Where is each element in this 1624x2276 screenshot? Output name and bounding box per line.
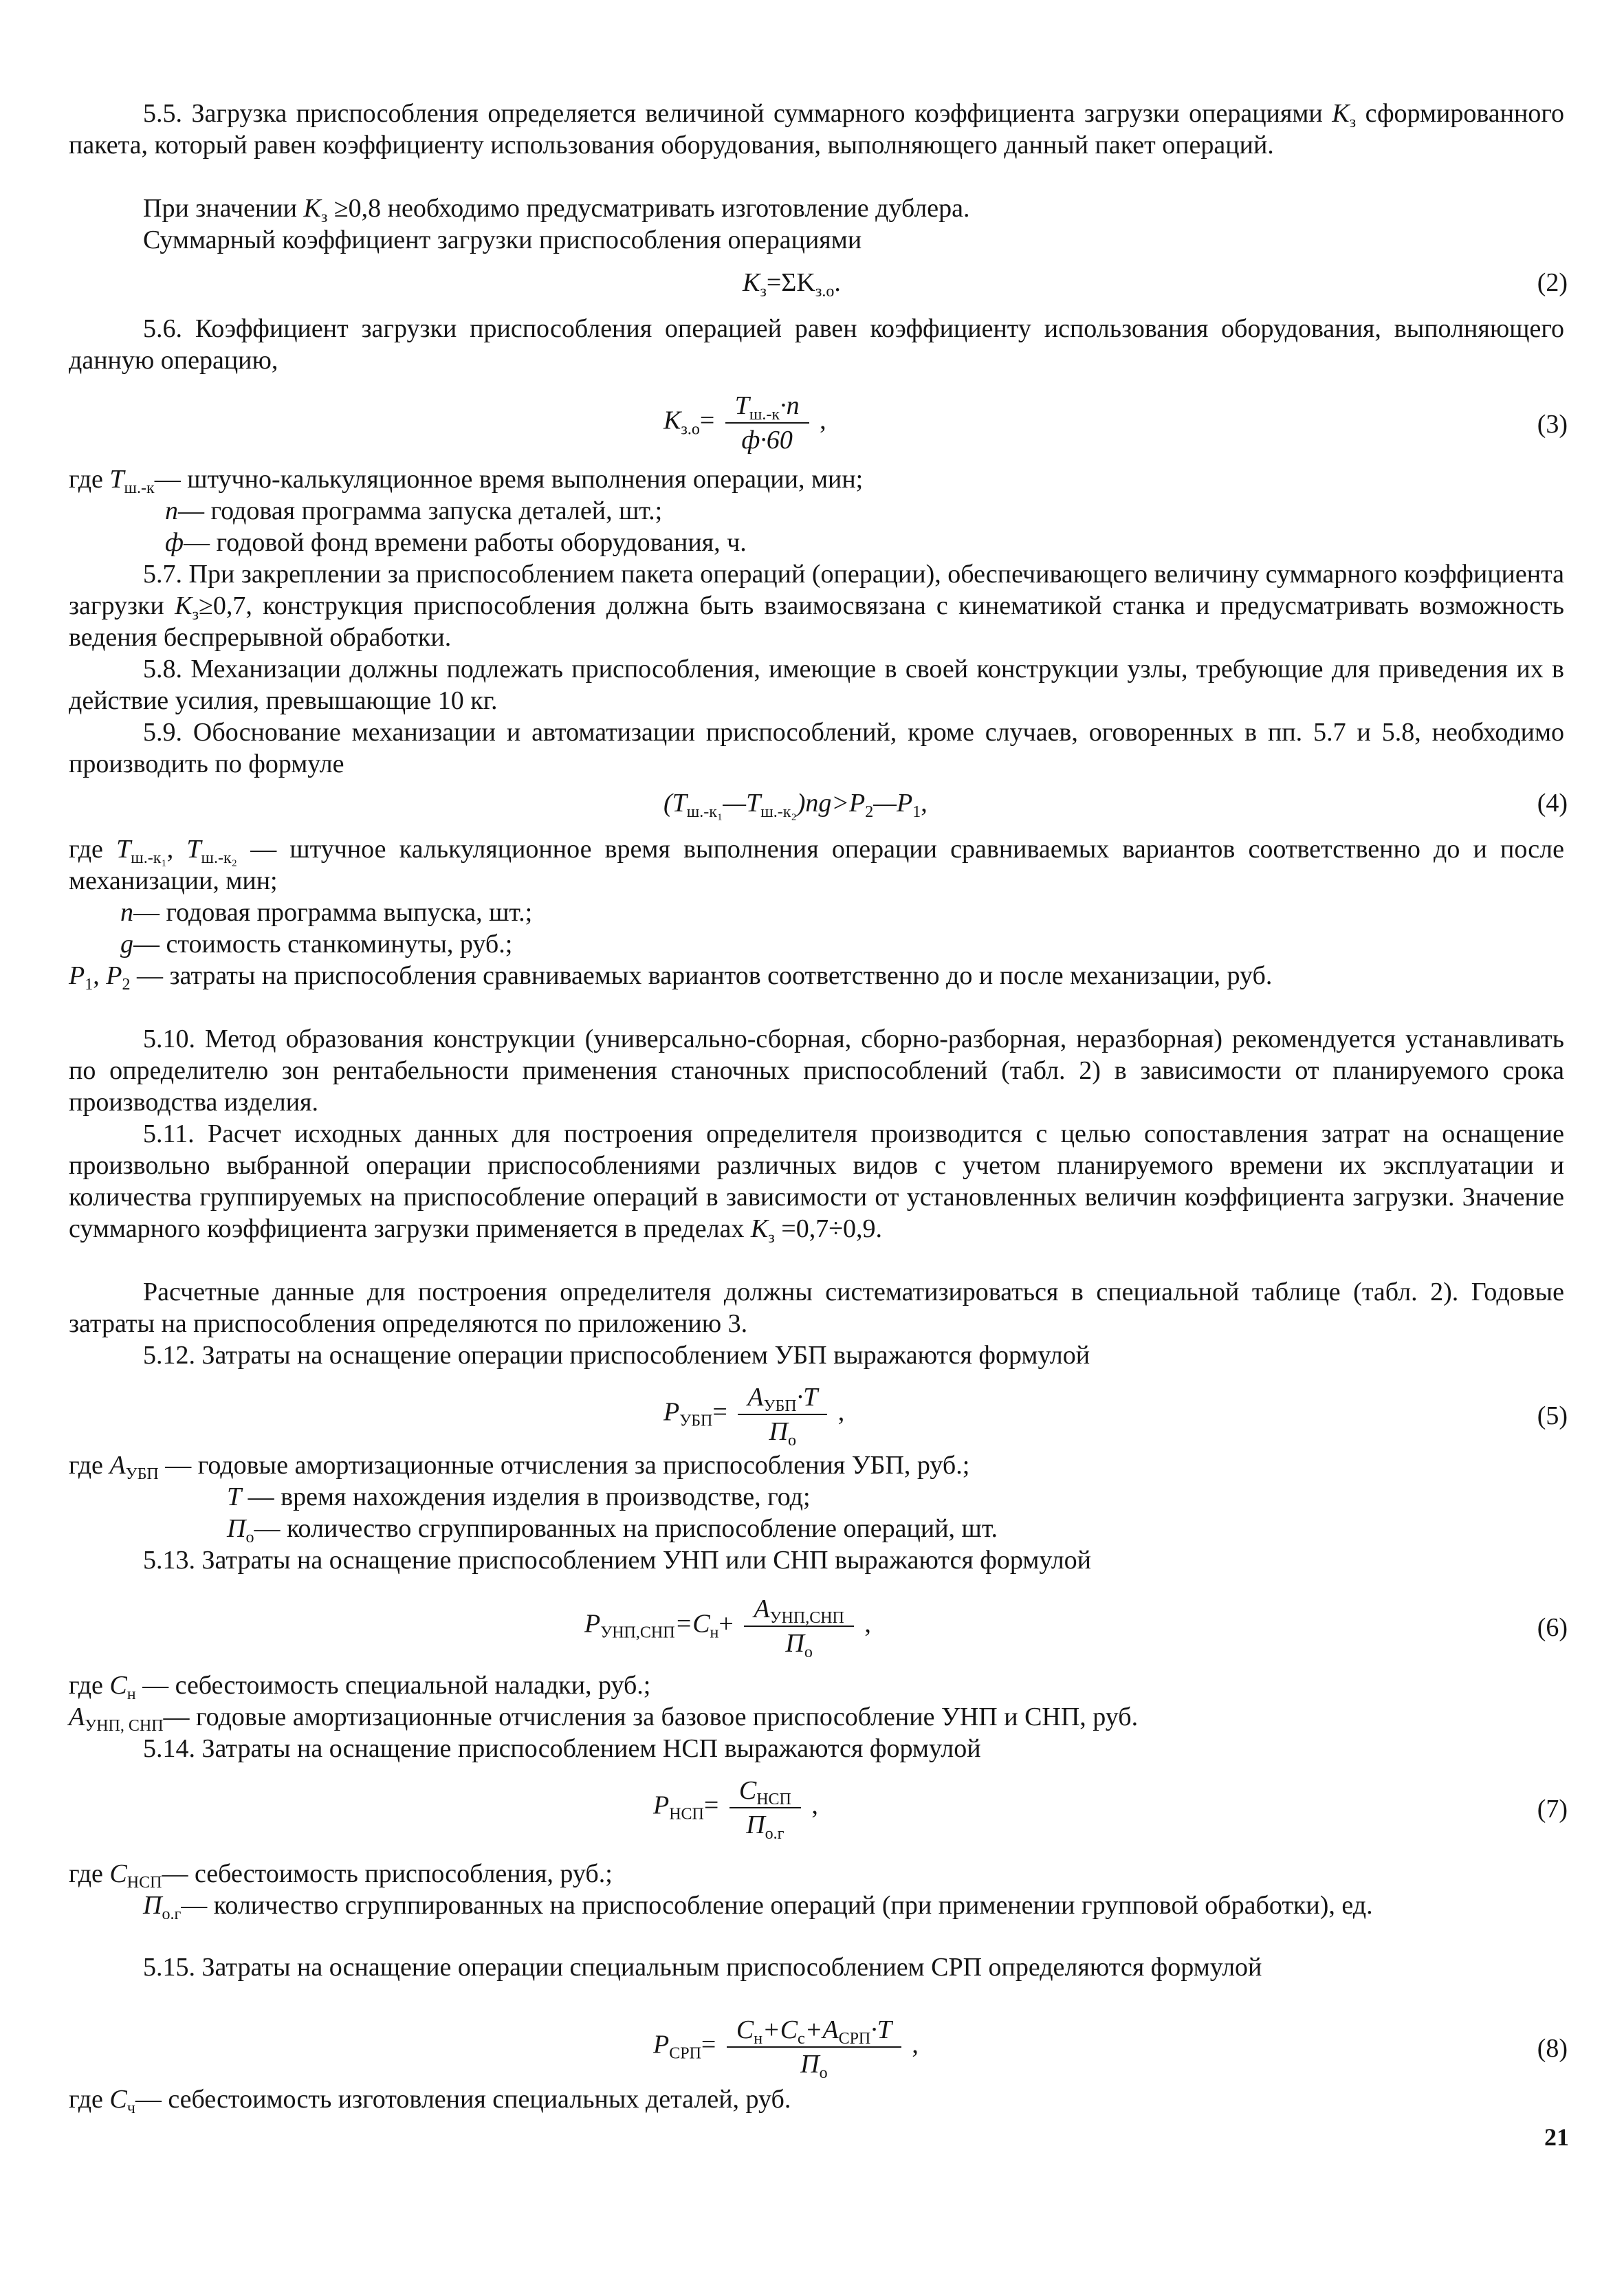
var-c-sub: НСП: [127, 1874, 162, 1892]
eq8-left-sub: СРП: [669, 2044, 701, 2063]
w5-3-text: — количество сгруппированных на приспособление операций, шт.: [254, 1514, 998, 1543]
var-p1: P: [69, 961, 85, 990]
eq5-fraction: [738, 1382, 827, 1447]
paragraph-5-7: [69, 558, 1564, 653]
var-p2-sub: 2: [122, 976, 131, 994]
paragraph-5-13: [69, 1544, 1564, 1576]
where-list-3: [69, 463, 1564, 558]
var-a: A: [69, 1703, 85, 1731]
eq4-a: (T: [663, 789, 687, 818]
eq3-num-tail: ·n: [780, 391, 800, 420]
eq8-den: П: [800, 2050, 820, 2079]
w5-2-text: — время нахождения изделия в производстве, год;: [248, 1482, 811, 1511]
eq5-num-tail: ·T: [796, 1383, 818, 1412]
equation-number-8: (8): [1537, 2034, 1568, 2063]
eq8-num-1-sub: н: [754, 2030, 763, 2048]
var-c: C: [109, 2085, 127, 2114]
eq5-eq: =: [712, 1397, 727, 1427]
eq5-comma: ,: [837, 1397, 845, 1427]
eq6-comma: ,: [864, 1609, 871, 1639]
equation-number-3: (3): [1537, 410, 1568, 439]
p515-text: 5.15. Затраты на оснащение операции специальным приспособлением СРП определяются формулой: [143, 1953, 1262, 1982]
where-word: где: [69, 465, 103, 494]
paragraph-5-12: [69, 1339, 1564, 1371]
var-c-sub: ч: [127, 2099, 135, 2117]
p512-text: 5.12. Затраты на оснащение операции приспособлением УБП выражаются формулой: [143, 1341, 1090, 1370]
var-p-sub: о: [245, 1529, 254, 1546]
var-a: A: [109, 1451, 126, 1480]
eq4-d: —P: [873, 789, 913, 818]
var-p2: P: [106, 961, 122, 990]
equation-2: [0, 267, 1624, 301]
where-list-6: [69, 1670, 1564, 1733]
var-k-sub: з: [768, 1229, 775, 1247]
var-p: П: [143, 1891, 162, 1920]
var-k-sub: з: [320, 208, 328, 226]
w4-4-text: — затраты на приспособления сравниваемых вариантов соответственно до и после механизации, руб.: [136, 961, 1273, 990]
p59-text: 5.9. Обоснование механизации и автоматизации приспособлений, кроме случаев, оговоренных в пп. 5.7 и 5.8, необходимо производить по формуле: [69, 718, 1564, 778]
var-t2-sub: ш.-к₂: [201, 849, 238, 867]
p513-text: 5.13. Затраты на оснащение приспособлением УНП или СНП выражаются формулой: [143, 1546, 1092, 1575]
w3-1-text: — штучно-калькуляционное время выполнения операции, мин;: [154, 465, 864, 494]
eq6-den-sub: о: [804, 1643, 813, 1661]
p55-text-1: 5.5. Загрузка приспособления определяется величиной суммарного коэффициента загрузки операциями: [143, 99, 1323, 128]
var-a-sub: УБП: [125, 1465, 159, 1483]
eq8-num-3-sub: СРП: [838, 2030, 871, 2048]
eq8-num-4: ·T: [870, 2015, 892, 2044]
eq7-left: P: [653, 1791, 670, 1820]
eq7-comma: ,: [811, 1791, 818, 1820]
var-g: g: [120, 930, 133, 959]
equation-number-2: (2): [1537, 268, 1568, 297]
p511-text-b: =0,7÷0,9.: [781, 1214, 883, 1243]
p511b-text: Расчетные данные для построения определителя должны систематизироваться в специальной таблице (табл. 2). Годовые затраты на приспособления определяются по приложению 3.: [69, 1278, 1564, 1338]
where-list-7: [69, 1858, 1564, 1921]
var-n: n: [165, 496, 178, 525]
var-a-sub: УНП, СНП: [85, 1717, 164, 1735]
eq8-comma: ,: [912, 2030, 919, 2059]
page-number: 21: [1544, 2123, 1569, 2151]
paragraph-5-9: [69, 716, 1564, 780]
equation-5: [0, 1382, 1624, 1451]
var-p1-sub: 1: [85, 976, 94, 994]
eq2-mid: =ΣK: [766, 268, 815, 297]
where-word: где: [69, 2085, 103, 2114]
w5-1-text: — годовые амортизационные отчисления за приспособления УБП, руб.;: [165, 1451, 970, 1480]
w3-2-text: — годовая программа запуска деталей, шт.;: [178, 496, 663, 525]
eq8-num-2: +C: [762, 2015, 798, 2044]
eq2-end: .: [834, 268, 841, 297]
var-n: n: [120, 898, 133, 927]
var-f: ф: [165, 528, 184, 557]
p55-text-2: сформированного пакета, который равен коэффициенту использования оборудования, выполняющего данный пакет операций.: [69, 99, 1564, 160]
paragraph-5-10: [69, 1023, 1564, 1118]
var-k: K: [303, 194, 321, 223]
eq8-num-2-sub: с: [798, 2030, 805, 2048]
paragraph-5-6: [69, 313, 1564, 376]
eq6-eq-sub: н: [710, 1623, 719, 1642]
eq5-den-sub: о: [787, 1432, 796, 1449]
eq6-den: П: [785, 1629, 804, 1658]
eq6-num-sub: УНП,СНП: [769, 1609, 844, 1627]
var-p: П: [227, 1514, 246, 1543]
paragraph-5-5-b: [69, 193, 1564, 256]
eq5-num-a: A: [747, 1383, 764, 1412]
w7-2-text: — количество сгруппированных на приспособление операций (при применении групповой обработки), ед.: [181, 1891, 1373, 1920]
paragraph-5-14: [69, 1733, 1564, 1764]
var-p-sub: о.г: [162, 1905, 182, 1923]
p58-text: 5.8. Механизации должны подлежать приспособления, имеющие в своей конструкции узлы, требующие для приведения их в действие усилия, превышающие 10 кг.: [69, 655, 1564, 715]
eq7-den: П: [746, 1810, 765, 1839]
p55c-text: Суммарный коэффициент загрузки приспособления операциями: [143, 226, 862, 254]
var-k: K: [750, 1214, 769, 1243]
where-word: где: [69, 1671, 103, 1700]
w7-1-text: — себестоимость приспособления, руб.;: [162, 1859, 613, 1888]
var-k-sub: з: [1349, 113, 1357, 131]
eq8-left: P: [653, 2030, 670, 2059]
paragraph-5-11: [69, 1118, 1564, 1245]
eq5-den: П: [769, 1417, 788, 1446]
eq6-left: P: [584, 1609, 601, 1639]
w4-1-text: — штучное калькуляционное время выполнения операции сравниваемых вариантов соответственно до и после механизации, мин;: [69, 835, 1564, 895]
eq2-left-sub: з: [760, 283, 767, 300]
where-word: где: [69, 835, 103, 864]
var-t-sub: ш.-к: [124, 479, 155, 497]
eq6-left-sub: УНП,СНП: [600, 1623, 675, 1642]
eq7-den-sub: о.г: [765, 1825, 784, 1843]
eq6-num-a: A: [754, 1595, 770, 1623]
where-list-4: [69, 833, 1564, 992]
eq6-fraction: [744, 1594, 854, 1659]
eq4-a-sub: ш.-к₁: [686, 803, 723, 821]
eq3-num-sub: ш.-к: [749, 406, 780, 424]
var-t: T: [227, 1482, 242, 1511]
equation-6: [0, 1594, 1624, 1663]
var-c: C: [109, 1859, 127, 1888]
eq3-eq: =: [699, 406, 715, 435]
eq5-left: P: [663, 1397, 680, 1427]
p514-text: 5.14. Затраты на оснащение приспособлением НСП выражаются формулой: [143, 1734, 981, 1763]
eq4-c-sub: 2: [865, 803, 874, 821]
p55b-text-a: При значении: [143, 194, 297, 223]
w4-4-comma: ,: [93, 961, 100, 990]
where-word: где: [69, 1451, 103, 1480]
paragraph-5-5: [69, 98, 1564, 161]
equation-number-7: (7): [1537, 1795, 1568, 1824]
var-t2: T: [186, 835, 201, 864]
var-c: C: [109, 1671, 127, 1700]
equation-number-6: (6): [1537, 1613, 1568, 1642]
w8-1-text: — себестоимость изготовления специальных деталей, руб.: [135, 2085, 791, 2114]
where-list-5: [69, 1449, 1564, 1544]
paragraph-5-8: [69, 653, 1564, 716]
eq4-e: ,: [921, 789, 928, 818]
eq3-left: K: [663, 406, 681, 435]
eq5-left-sub: УБП: [679, 1412, 713, 1430]
equation-7: [0, 1775, 1624, 1844]
eq4-b: —T: [723, 789, 761, 818]
eq4-c: )ng>P: [796, 789, 866, 818]
var-t1-sub: ш.-к₁: [131, 849, 167, 867]
eq8-num-1: C: [736, 2015, 754, 2044]
eq3-left-sub: з.о: [681, 420, 700, 439]
eq4-d-sub: 1: [912, 803, 921, 821]
equation-4: [0, 787, 1624, 822]
p57-text-a: 5.7. При закреплении за приспособлением пакета операций (операции), обеспечивающего величину суммарного коэффициента загрузки: [69, 560, 1564, 620]
var-t: T: [109, 465, 124, 494]
eq7-eq: =: [703, 1791, 719, 1820]
eq7-left-sub: НСП: [669, 1805, 704, 1824]
var-k-sub: з: [192, 606, 199, 624]
eq3-fraction: [725, 391, 809, 455]
p511-text-a: 5.11. Расчет исходных данных для построения определителя производится с целью сопоставления затрат на оснащение произвольно выбранной операции приспособлениями различных видов с учетом планируемого времени их эксплуатации и количества группируемых на приспособление операций в зависимости от установленных величин коэффициента загрузки. Значение суммарного коэффициента загрузки применяется в пределах: [69, 1119, 1564, 1243]
equation-number-4: (4): [1537, 789, 1568, 818]
where-list-8: [69, 2083, 1564, 2115]
equation-number-5: (5): [1537, 1401, 1568, 1430]
eq8-fraction: [727, 2015, 901, 2082]
p55b-text-b: ≥0,8 необходимо предусматривать изготовление дублера.: [333, 194, 970, 223]
eq7-num-sub: НСП: [756, 1791, 791, 1808]
var-t1: T: [116, 835, 131, 864]
w3-3-text: — годовой фонд времени работы оборудования, ч.: [183, 528, 747, 557]
eq3-den: ф·60: [741, 426, 793, 455]
p510-text: 5.10. Метод образования конструкции (универсально-сборная, сборно-разборная, неразборная) рекомендуется устанавливать по определителю зон рентабельности применения станочных приспособлений (табл. 2) в зависимости от планируемого срока производства изделия.: [69, 1025, 1564, 1117]
var-k: K: [1332, 99, 1350, 128]
w6-2-text: — годовые амортизационные отчисления за базовое приспособление УНП и СНП, руб.: [163, 1703, 1139, 1731]
eq3-comma: ,: [820, 406, 826, 435]
eq8-num-3: +A: [804, 2015, 839, 2044]
paragraph-5-15: [69, 1951, 1564, 1983]
where-word: где: [69, 1859, 103, 1888]
var-k: K: [175, 591, 193, 620]
eq6-eq: =C: [674, 1609, 710, 1639]
w4-2-text: — годовая программа выпуска, шт.;: [133, 898, 533, 927]
w4-1-comma: ,: [166, 835, 174, 864]
eq5-num-sub: УБП: [763, 1397, 797, 1415]
equation-8: [0, 2015, 1624, 2083]
eq4-b-sub: ш.-к₂: [760, 803, 797, 821]
eq3-num-t: T: [734, 391, 749, 420]
eq2-mid-sub: з.о: [815, 283, 835, 300]
w4-3-text: — стоимость станкоминуты, руб.;: [133, 930, 513, 959]
paragraph-5-11-b: [69, 1276, 1564, 1339]
eq6-plus: +: [718, 1609, 734, 1639]
eq7-num-c: C: [738, 1776, 757, 1805]
p57-text-b: ≥0,7, конструкция приспособления должна быть взаимосвязана с кинематикой станка и предусматривать возможность ведения беспрерывной обработки.: [69, 591, 1564, 652]
p56-text: 5.6. Коэффициент загрузки приспособления операцией равен коэффициенту использования оборудования, выполняющего данную операцию,: [69, 314, 1564, 375]
var-c-sub: н: [127, 1685, 136, 1703]
w6-1-text: — себестоимость специальной наладки, руб.;: [142, 1671, 651, 1700]
eq2-left: K: [743, 268, 760, 297]
eq8-den-sub: о: [819, 2064, 828, 2082]
eq7-fraction: [729, 1775, 801, 1843]
equation-3: [0, 391, 1624, 459]
eq8-eq: =: [701, 2030, 716, 2059]
